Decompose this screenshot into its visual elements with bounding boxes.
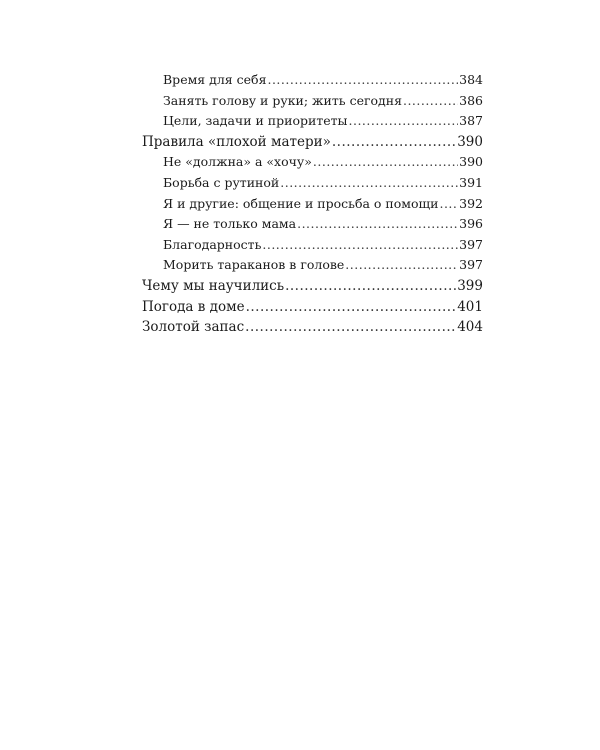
toc-entry-title: Погода в доме bbox=[142, 298, 245, 315]
toc-entry-title: Не «должна» а «хочу» bbox=[163, 154, 312, 170]
toc-entry-page: 404 bbox=[457, 319, 483, 336]
toc-entry bbox=[142, 152, 483, 173]
toc-entry bbox=[142, 173, 483, 194]
toc-entry-title: Цели, задачи и приоритеты bbox=[163, 113, 348, 129]
toc-entry-title: Чему мы научились bbox=[142, 277, 285, 294]
toc-entry-title: Золотой запас bbox=[142, 319, 245, 336]
toc-entry-page: 384 bbox=[459, 72, 483, 87]
dot-leader bbox=[285, 276, 456, 297]
toc-entry-page: 396 bbox=[459, 216, 483, 232]
toc-entry bbox=[142, 255, 483, 276]
dot-leader bbox=[313, 152, 458, 173]
toc-entry-page: 390 bbox=[459, 154, 483, 170]
toc-entry bbox=[142, 91, 483, 112]
toc-entry-page: 397 bbox=[459, 257, 483, 273]
toc-entry-title: Морить тараканов в голове bbox=[163, 257, 345, 273]
toc-entry bbox=[142, 214, 483, 235]
toc-entry-page: 387 bbox=[459, 113, 483, 129]
toc-entry bbox=[142, 111, 483, 132]
dot-leader bbox=[280, 173, 458, 194]
dot-leader bbox=[246, 297, 457, 318]
dot-leader bbox=[345, 255, 458, 276]
toc-entry-page: 391 bbox=[459, 174, 483, 190]
dot-leader bbox=[245, 317, 456, 338]
toc-entry bbox=[142, 235, 483, 256]
toc-entry-title: Борьба с рутиной bbox=[163, 174, 280, 190]
toc-entry-page: 386 bbox=[459, 92, 483, 108]
toc-entry-title: Время для себя bbox=[163, 72, 267, 87]
toc-entry-title: Я — не только мама bbox=[163, 216, 297, 232]
dot-leader bbox=[439, 194, 458, 215]
toc-entry-title: Правила «плохой матери» bbox=[142, 133, 331, 150]
toc-entry-title: Благодарность bbox=[163, 236, 262, 252]
toc-entry-title: Занять голову и руки; жить сегодня bbox=[163, 92, 402, 108]
toc-entry bbox=[142, 194, 483, 215]
toc-entry-page: 399 bbox=[457, 277, 483, 294]
toc-entry-page: 390 bbox=[457, 133, 483, 150]
toc-entry-page: 397 bbox=[459, 236, 483, 252]
table-of-contents bbox=[142, 70, 483, 338]
dot-leader bbox=[297, 214, 458, 235]
dot-leader bbox=[262, 235, 458, 256]
toc-entry bbox=[142, 70, 483, 91]
toc-entry-page: 392 bbox=[459, 195, 483, 211]
toc-entry bbox=[142, 297, 483, 318]
dot-leader bbox=[403, 91, 458, 112]
toc-entry bbox=[142, 317, 483, 338]
dot-leader bbox=[267, 70, 458, 91]
toc-entry bbox=[142, 132, 483, 153]
dot-leader bbox=[332, 132, 456, 153]
toc-entry bbox=[142, 276, 483, 297]
toc-entry-page: 401 bbox=[457, 298, 483, 315]
dot-leader bbox=[349, 111, 459, 132]
toc-entry-title: Я и другие: общение и просьба о помощи bbox=[163, 195, 439, 211]
